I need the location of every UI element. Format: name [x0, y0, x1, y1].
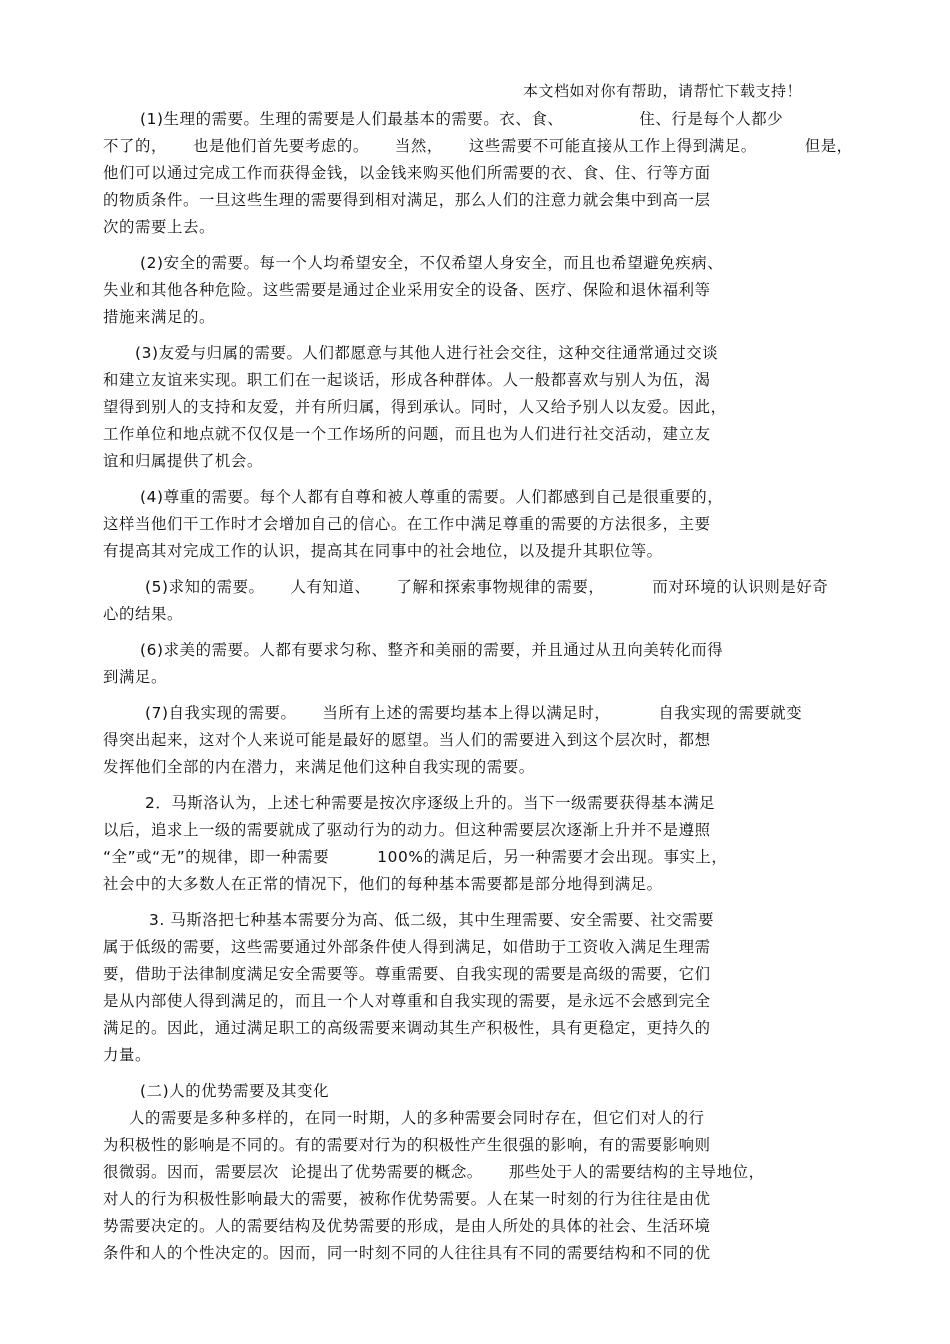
text-line: 工作单位和地点就不仅仅是一个工作场所的问题，而且也为人们进行社交活动，建立友: [103, 425, 711, 443]
text-line: 势需要决定的。人的需要结构及优势需要的形成，是由人所处的具体的社会、生活环境: [103, 1217, 711, 1235]
text-line: 谊和归属提供了机会。: [103, 452, 263, 470]
text-segment: (5)求知的需要。: [145, 578, 265, 596]
text-line: 措施来满足的。: [103, 308, 215, 326]
text-line: 他们可以通过完成工作而获得金钱，以金钱来购买他们所需要的衣、食、住、行等方面: [103, 164, 711, 182]
text-line: [103, 844, 823, 871]
text-line: 的物质条件。一旦这些生理的需要得到相对满足，那么人们的注意力就会集中到高一层: [103, 191, 711, 209]
text-line: 和建立友谊来实现。职工们在一起谈话，形成各种群体。人一般都喜欢与别人为伍，渴: [103, 371, 711, 389]
text-segment: 人有知道、: [290, 578, 371, 596]
paragraph-belonging-need: [103, 340, 823, 475]
text-line: (3)友爱与归属的需要。人们都愿意与其他人进行社会交往，这种交往通常通过交谈: [135, 344, 719, 362]
text-segment: 不了的，: [103, 137, 167, 155]
text-line: (4)尊重的需要。每个人都有自尊和被人尊重的需要。人们都感到自己是很重要的，: [140, 488, 724, 506]
section-heading: (二)人的优势需要及其变化: [140, 1082, 330, 1100]
text-line: (6)求美的需要。人都有要求匀称、整齐和美丽的需要，并且通过从丑向美转化而得: [140, 641, 724, 659]
text-segment: 这些需要不可能直接从工作上得到满足。: [468, 137, 757, 155]
text-segment: (1)生理的需要。生理的需要是人们最基本的需要。衣、食、: [140, 110, 564, 128]
text-line: 3. 马斯洛把七种基本需要分为高、低二级，其中生理需要、安全需要、社交需要: [149, 911, 715, 929]
text-segment: 也是他们首先要考虑的。: [192, 137, 369, 155]
paragraph-dominant-needs: [103, 1078, 823, 1267]
text-line: 得突出起来，这对个人来说可能是最好的愿望。当人们的需要进入到这个层次时，都想: [103, 731, 711, 749]
text-line: 望得到别人的支持和友爱，并有所归属，得到承认。同时，人又给予别人以友爱。因此，: [103, 398, 727, 416]
paragraph-aesthetic-need: [103, 637, 823, 691]
text-line: [103, 133, 853, 160]
text-segment: 自我实现的需要就变: [658, 704, 803, 722]
text-line: 有提高其对完成工作的认识，提高其在同事中的社会地位，以及提升其职位等。: [103, 542, 663, 560]
document-body: [103, 106, 853, 1276]
text-line: [103, 106, 823, 133]
text-segment: 而对环境的认识则是好奇: [652, 578, 829, 596]
text-line: 次的需要上去。: [103, 218, 215, 236]
text-line: 发挥他们全部的内在潜力，来满足他们这种自我实现的需要。: [103, 758, 535, 776]
text-line: [103, 700, 823, 727]
text-segment: “全”或“无”的规律，即一种需要: [103, 848, 330, 866]
text-line: [103, 1159, 823, 1186]
paragraph-esteem-need: [103, 484, 823, 565]
paragraph-safety-need: [103, 250, 823, 331]
text-line: [103, 574, 829, 601]
text-segment: (7)自我实现的需要。: [145, 704, 297, 722]
text-segment: 了解和探索事物规律的需要，: [396, 578, 605, 596]
text-line: 属于低级的需要，这些需要通过外部条件使人得到满足，如借助于工资收入满足生理需: [103, 938, 711, 956]
text-line: 心的结果。: [103, 605, 183, 623]
text-line: 对人的行为积极性影响最大的需要，被称作优势需要。人在某一时刻的行为往往是由优: [103, 1190, 711, 1208]
text-line: 条件和人的个性决定的。因而，同一时刻不同的人往往具有不同的需要结构和不同的优: [103, 1244, 711, 1262]
text-line: 2．马斯洛认为，上述七种需要是按次序逐级上升的。当下一级需要获得基本满足: [145, 794, 716, 812]
page-header: 本文档如对你有帮助，请帮忙下载支持！: [522, 82, 802, 100]
text-segment: 100%的满足后，另一种需要才会出现。事实上，: [377, 848, 728, 866]
text-line: 满足的。因此，通过满足职工的高级需要来调动其生产积极性，具有更稳定，更持久的: [103, 1019, 711, 1037]
text-line: 力量。: [103, 1046, 151, 1064]
text-segment: 那些处于人的需要结构的主导地位，: [508, 1163, 765, 1181]
text-line: 社会中的大多数人在正常的情况下，他们的每种基本需要都是部分地得到满足。: [103, 875, 663, 893]
text-segment: 但是，: [804, 137, 853, 155]
text-line: 是从内部使人得到满足的，而且一个人对尊重和自我实现的需要，是永远不会感到完全: [103, 992, 711, 1010]
text-segment: 当然，: [394, 137, 443, 155]
paragraph-high-low-needs: [103, 907, 823, 1069]
paragraph-physiological-need: [103, 106, 853, 241]
text-segment: 论提出了优势需要的概念。: [290, 1163, 483, 1181]
text-line: 人的需要是多种多样的，在同一时期，人的多种需要会同时存在，但它们对人的行: [129, 1109, 705, 1127]
paragraph-maslow-hierarchy: [103, 790, 823, 898]
text-segment: 当所有上述的需要均基本上得以满足时，: [322, 704, 611, 722]
text-line: 以后，追求上一级的需要就成了驱动行为的动力。但这种需要层次逐渐上升并不是遵照: [103, 821, 711, 839]
text-line: 这样当他们干工作时才会增加自己的信心。在工作中满足尊重的需要的方法很多，主要: [103, 515, 711, 533]
paragraph-knowledge-need: [103, 574, 829, 628]
text-segment: 住、行是每个人都少: [639, 110, 784, 128]
paragraph-self-actualization-need: [103, 700, 823, 781]
text-segment: 很微弱。因而，需要层次: [103, 1163, 279, 1181]
text-line: 到满足。: [103, 668, 167, 686]
text-line: (2)安全的需要。每一个人均希望安全，不仅希望人身安全，而且也希望避免疾病、: [140, 254, 724, 272]
text-line: 要，借助于法律制度满足安全需要等。尊重需要、自我实现的需要是高级的需要，它们: [103, 965, 711, 983]
text-line: 为积极性的影响是不同的。有的需要对行为的积极性产生很强的影响，有的需要影响则: [103, 1136, 711, 1154]
text-line: 失业和其他各种危险。这些需要是通过企业采用安全的设备、医疗、保险和退休福利等: [103, 281, 711, 299]
